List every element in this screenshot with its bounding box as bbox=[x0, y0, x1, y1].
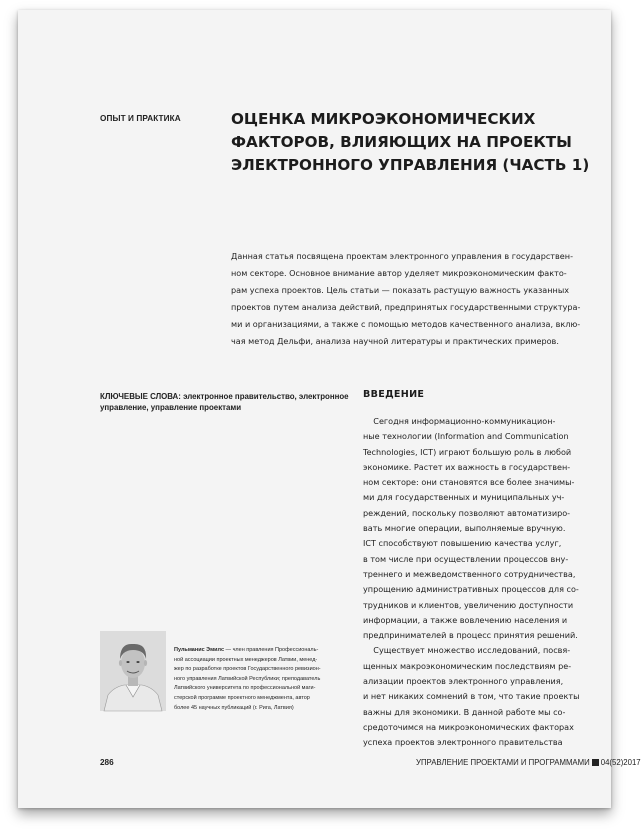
intro-line: трудников и клиентов, увеличению доступности bbox=[363, 599, 574, 610]
square-separator-icon bbox=[592, 759, 599, 766]
intro-line: информации, а также вовлечению населения и bbox=[363, 614, 568, 625]
abstract-line: чая метод Дельфи, анализа научной литературы и практических примеров. bbox=[231, 336, 559, 347]
intro-line: щенных макроэкономическим последствиям ре- bbox=[363, 660, 572, 671]
intro-body bbox=[363, 414, 608, 751]
title-line: ЭЛЕКТРОННОГО УПРАВЛЕНИЯ (ЧАСТЬ 1) bbox=[231, 156, 590, 174]
intro-line: ализации проектов электронного управления, bbox=[363, 676, 564, 687]
abstract bbox=[231, 248, 609, 351]
intro-line: средоточимся на микроэкономических факторах bbox=[363, 721, 574, 732]
bio-line: более 45 научных публикаций (г. Рига, Латвия) bbox=[174, 704, 294, 711]
author-photo bbox=[100, 631, 166, 711]
abstract-line: Данная статья посвящена проектам электронного управления в государствен- bbox=[231, 251, 573, 261]
keywords-line: управление, управление проектами bbox=[100, 403, 242, 412]
intro-line: и нет никаких сомнений в том, что такие проекты bbox=[363, 691, 580, 702]
intro-line: Существует множество исследований, посвя- bbox=[363, 645, 571, 656]
author-name: Пульманис Эмилс bbox=[174, 647, 225, 653]
bio-line: Латвийского университета по профессиональной маги- bbox=[174, 685, 316, 692]
intro-line: экономике. Растет их важность в государствен- bbox=[363, 461, 571, 472]
bio-line: жер по разработке проектов Государственного ревизион- bbox=[174, 666, 321, 673]
intro-line: ном секторе: они становятся все более значимы- bbox=[363, 477, 575, 488]
author-portrait-icon bbox=[100, 631, 166, 711]
bio-line: ного управления Латвийской Республики; преподаватель bbox=[174, 675, 321, 682]
page-number: 286 bbox=[100, 758, 114, 767]
intro-line: реждений, поскольку позволяют автоматизиро- bbox=[363, 507, 571, 518]
intro-line: треннего и межведомственного сотрудничества, bbox=[363, 568, 576, 579]
intro-line: успеха проектов электронного правительства bbox=[363, 737, 563, 748]
abstract-line: ном секторе. Основное внимание автор уделяет микроэкономическим факто- bbox=[231, 268, 567, 279]
bio-line: Пульманис Эмилс — член правления Профессиональ- bbox=[174, 647, 319, 653]
author-bio bbox=[174, 646, 344, 713]
running-footer bbox=[416, 758, 641, 767]
keywords-label: КЛЮЧЕВЫЕ СЛОВА: bbox=[100, 392, 181, 401]
intro-line: вать многие операции, выполняемые вручную. bbox=[363, 523, 566, 534]
abstract-line: проектов путем анализа действий, предпринятых государственными структура- bbox=[231, 302, 581, 313]
intro-line: ICT способствуют повышению качества услуг, bbox=[363, 538, 562, 549]
title-line: ФАКТОРОВ, ВЛИЯЮЩИХ НА ПРОЕКТЫ bbox=[231, 133, 572, 151]
journal-name: УПРАВЛЕНИЕ ПРОЕКТАМИ И ПРОГРАММАМИ bbox=[416, 758, 590, 767]
journal-page bbox=[18, 10, 641, 808]
intro-line: ми для государственных и муниципальных уч- bbox=[363, 492, 565, 503]
abstract-line: рам успеха проектов. Цель статьи — показать растущую важность указанных bbox=[231, 285, 570, 296]
bio-line: ной ассоциации проектных менеджеров Латвии, менед- bbox=[174, 656, 318, 663]
issue-number: 04(52)2017 bbox=[600, 758, 641, 767]
intro-line: в том числе при осуществлении процессов вну- bbox=[363, 553, 569, 564]
bio-line: стерской программе проектного менеджмента, автор bbox=[174, 694, 310, 701]
intro-line: предпринимателей в процесс принятия решений. bbox=[363, 630, 578, 641]
intro-line: ные технологии (Information and Communication bbox=[363, 431, 569, 442]
article-title bbox=[231, 108, 611, 177]
section-tag: ОПЫТ И ПРАКТИКА bbox=[100, 114, 181, 123]
intro-heading: ВВЕДЕНИЕ bbox=[363, 389, 425, 400]
intro-line: упрощению административных процессов для со- bbox=[363, 584, 579, 595]
keywords-line: КЛЮЧЕВЫЕ СЛОВА: электронное правительство, электронное bbox=[100, 392, 349, 401]
abstract-line: ми и организациями, а также с помощью методов качественного анализа, вклю- bbox=[231, 319, 581, 330]
intro-line: Technologies, ICT) играют большую роль в любой bbox=[363, 446, 572, 457]
keywords bbox=[100, 391, 349, 413]
intro-line: важны для экономики. В данной работе мы со- bbox=[363, 706, 566, 717]
intro-line: Сегодня информационно-коммуникацион- bbox=[363, 416, 556, 426]
title-line: ОЦЕНКА МИКРОЭКОНОМИЧЕСКИХ bbox=[231, 110, 536, 128]
